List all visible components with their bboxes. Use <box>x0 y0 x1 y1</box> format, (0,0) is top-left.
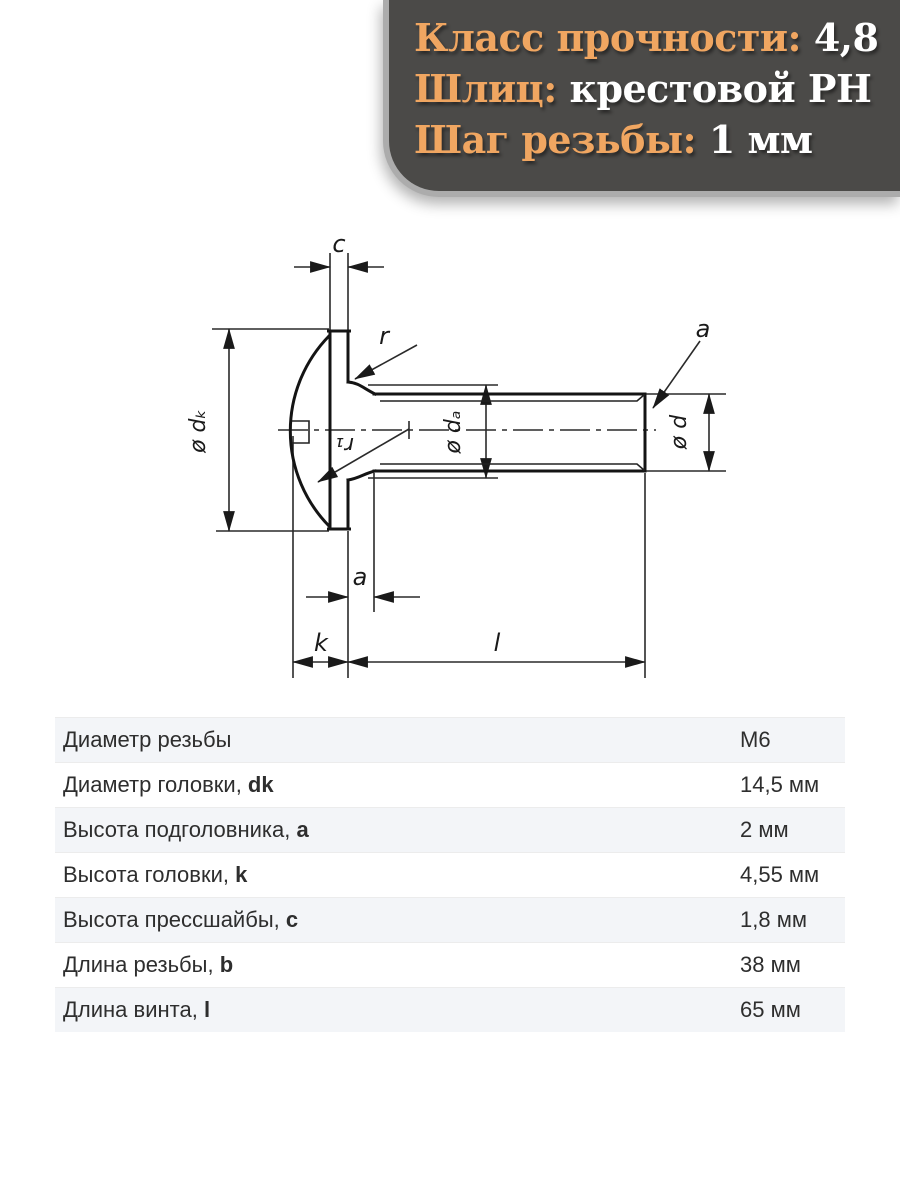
spec-label <box>55 862 740 888</box>
spec-value: 1,8 мм <box>740 907 807 932</box>
spec-label <box>55 817 740 843</box>
badge-line-drive <box>414 63 894 114</box>
table-row <box>55 807 845 852</box>
table-row <box>55 852 845 897</box>
label-dk: ø dₖ <box>186 409 211 453</box>
spec-label-text: Длина резьбы, <box>63 952 220 977</box>
leader-r <box>355 345 417 379</box>
spec-label <box>55 997 740 1023</box>
spec-table <box>55 717 845 1032</box>
label-a-bottom: a <box>352 563 368 591</box>
label-l: l <box>493 629 501 657</box>
badge-line-pitch <box>414 114 894 165</box>
spec-value: 2 мм <box>740 817 789 842</box>
badge-value-pitch: 1 мм <box>696 117 813 162</box>
spec-label-symbol: k <box>235 862 248 887</box>
spec-label-symbol: a <box>296 817 309 842</box>
spec-label-symbol: b <box>219 952 234 977</box>
spec-value: М6 <box>740 727 771 752</box>
badge-label-pitch: Шаг резьбы: <box>414 117 697 162</box>
badge-value-strength: 4,8 <box>801 15 879 60</box>
spec-label-text: Высота подголовника, <box>63 817 297 842</box>
spec-label <box>55 772 740 798</box>
badge-label-drive: Шлиц: <box>414 66 557 111</box>
table-row <box>55 942 845 987</box>
spec-value: 14,5 мм <box>740 772 820 797</box>
label-k: k <box>314 629 328 657</box>
spec-label <box>55 907 740 933</box>
badge-value-drive: крестовой PH <box>556 66 872 111</box>
spec-label <box>55 952 740 978</box>
dimension-labels <box>186 230 710 657</box>
spec-value: 65 мм <box>740 997 801 1022</box>
fillet-top <box>348 382 375 394</box>
badge-line-strength <box>414 12 894 63</box>
info-badge <box>383 0 900 197</box>
spec-value: 4,55 мм <box>740 862 820 887</box>
badge-label-strength: Класс прочности: <box>414 15 802 60</box>
spec-value: 38 мм <box>740 952 801 977</box>
spec-label-text: Диаметр резьбы <box>63 727 232 752</box>
spec-label-text: Высота прессшайбы, <box>63 907 286 932</box>
table-row <box>55 717 845 762</box>
spec-label-symbol: dk <box>247 772 274 797</box>
label-c: c <box>332 230 346 258</box>
table-row <box>55 762 845 807</box>
spec-label-text: Высота головки, <box>63 862 236 887</box>
leader-a <box>653 341 700 408</box>
spec-label-symbol: l <box>203 997 211 1022</box>
table-row <box>55 897 845 942</box>
recess-notch <box>292 421 309 443</box>
spec-label-text: Длина винта, <box>63 997 204 1022</box>
table-row <box>55 987 845 1032</box>
label-r: r <box>379 322 389 350</box>
spec-label-text: Диаметр головки, <box>63 772 248 797</box>
label-a-leader: a <box>695 315 711 343</box>
spec-label <box>55 727 740 753</box>
label-da: ø dₐ <box>441 410 466 454</box>
label-r1: r₁ <box>336 432 354 457</box>
spec-label-symbol: c <box>285 907 299 932</box>
label-d: ø d <box>667 414 692 450</box>
extension-lines <box>212 253 726 678</box>
